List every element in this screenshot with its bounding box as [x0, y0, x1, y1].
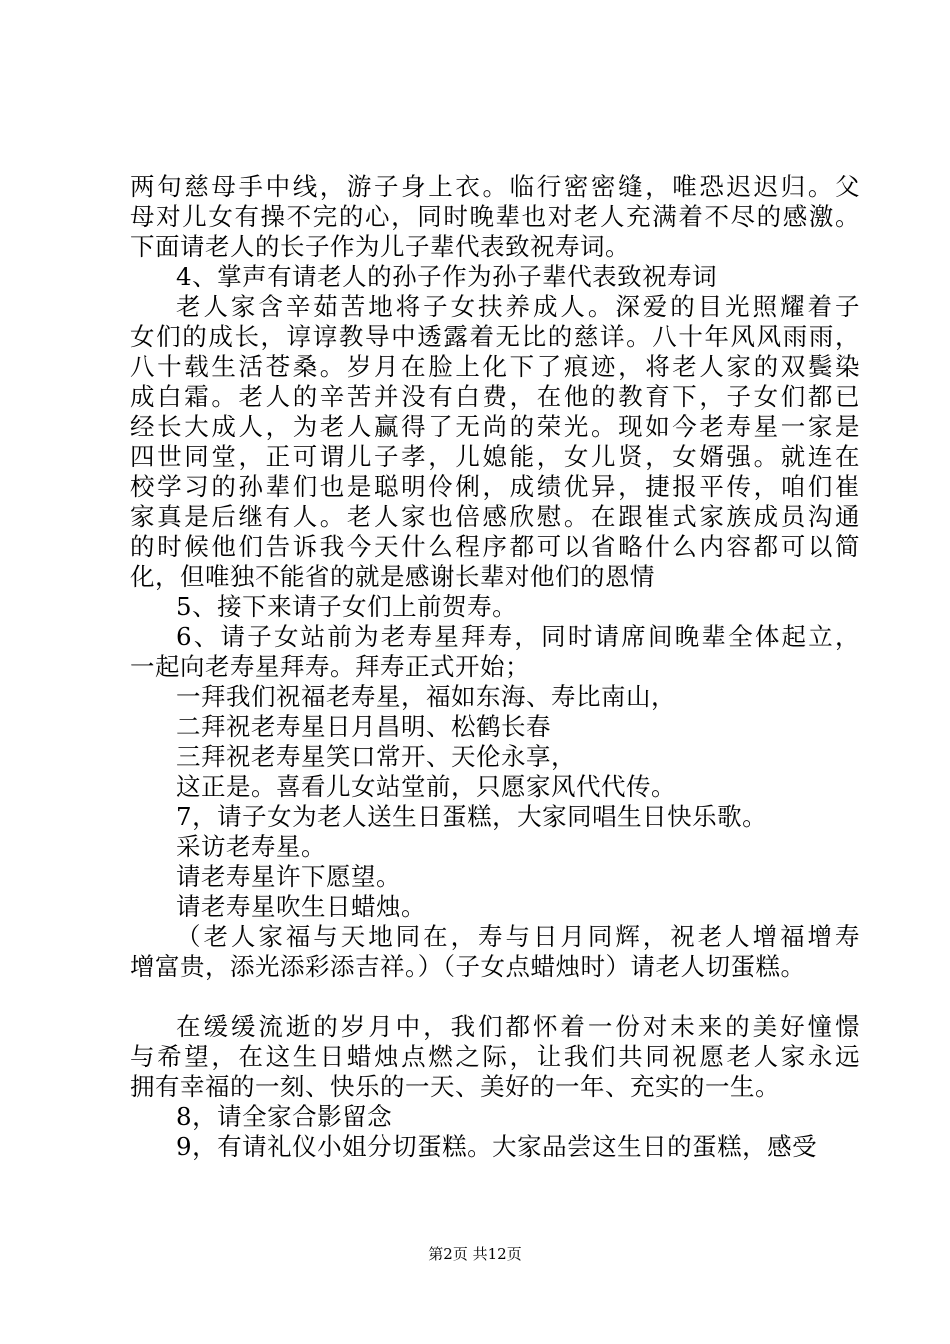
paragraph-line: 请老寿星吹生日蜡烛。: [176, 892, 426, 921]
paragraph-line: 这正是。喜看儿女站堂前，只愿家风代代传。: [176, 772, 676, 801]
paragraph-line: 老人家含辛茹苦地将子女扶养成人。深爱的目光照耀着子: [176, 292, 860, 321]
paragraph-line: 增富贵，添光添彩添吉祥。）（子女点蜡烛时）请老人切蛋糕。: [130, 952, 806, 981]
paragraph-line: 校学习的孙辈们也是聪明伶俐，成绩优异，捷报平传，咱们崔: [130, 472, 860, 501]
paragraph-line: 请老寿星许下愿望。: [176, 862, 401, 891]
paragraph-line: 化，但唯独不能省的就是感谢长辈对他们的恩情: [130, 562, 655, 591]
paragraph-line: 经长大成人，为老人赢得了无尚的荣光。现如今老寿星一家是: [130, 412, 860, 441]
paragraph-line: 两句慈母手中线，游子身上衣。临行密密缝，唯恐迟迟归。父: [130, 172, 860, 201]
paragraph-line: 5、接下来请子女们上前贺寿。: [176, 592, 518, 621]
paragraph-line: 家真是后继有人。老人家也倍感欣慰。在跟崔式家族成员沟通: [130, 502, 860, 531]
paragraph-line: 采访老寿星。: [176, 832, 326, 861]
paragraph-line: 一起向老寿星拜寿。拜寿正式开始；: [130, 652, 530, 681]
paragraph-line: 四世同堂，正可谓儿子孝，儿媳能，女儿贤，女婿强。就连在: [130, 442, 860, 471]
paragraph-line: 成白霜。老人的辛苦并没有白费，在他的教育下，子女们都已: [130, 382, 860, 411]
paragraph-line: 女们的成长，谆谆教导中透露着无比的慈详。八十年风风雨雨，: [130, 322, 860, 351]
paragraph-line: 8，请全家合影留念: [176, 1102, 393, 1131]
paragraph-line: 二拜祝老寿星日月昌明、松鹤长春: [176, 712, 551, 741]
page-footer: 第2页 共12页: [428, 1245, 522, 1263]
paragraph-line: 9，有请礼仪小姐分切蛋糕。大家品尝这生日的蛋糕，感受: [176, 1132, 818, 1161]
paragraph-line: 与希望，在这生日蜡烛点燃之际，让我们共同祝愿老人家永远: [130, 1042, 860, 1071]
paragraph-line: 下面请老人的长子作为儿子辈代表致祝寿词。: [130, 232, 630, 261]
document-body: [130, 172, 860, 1162]
paragraph-line: 八十载生活苍桑。岁月在脸上化下了痕迹，将老人家的双鬓染: [130, 352, 860, 381]
paragraph-line: 4、掌声有请老人的孙子作为孙子辈代表致祝寿词: [176, 262, 718, 291]
paragraph-line: 6、请子女站前为老寿星拜寿，同时请席间晚辈全体起立，: [176, 622, 860, 651]
paragraph-line: 母对儿女有操不完的心，同时晚辈也对老人充满着不尽的感激。: [130, 202, 860, 231]
paragraph-line: 7，请子女为老人送生日蛋糕，大家同唱生日快乐歌。: [176, 802, 768, 831]
paragraph-line: 一拜我们祝福老寿星，福如东海、寿比南山，: [176, 682, 676, 711]
paragraph-line: 三拜祝老寿星笑口常开、天伦永享，: [176, 742, 576, 771]
paragraph-line: 的时候他们告诉我今天什么程序都可以省略什么内容都可以简: [130, 532, 860, 561]
paragraph-line: 在缓缓流逝的岁月中，我们都怀着一份对未来的美好憧憬: [176, 1012, 860, 1041]
paragraph-line: 拥有幸福的一刻、快乐的一天、美好的一年、充实的一生。: [130, 1072, 780, 1101]
blank-line: [130, 982, 860, 1012]
paragraph-line: （老人家福与天地同在，寿与日月同辉，祝老人增福增寿: [176, 922, 860, 951]
